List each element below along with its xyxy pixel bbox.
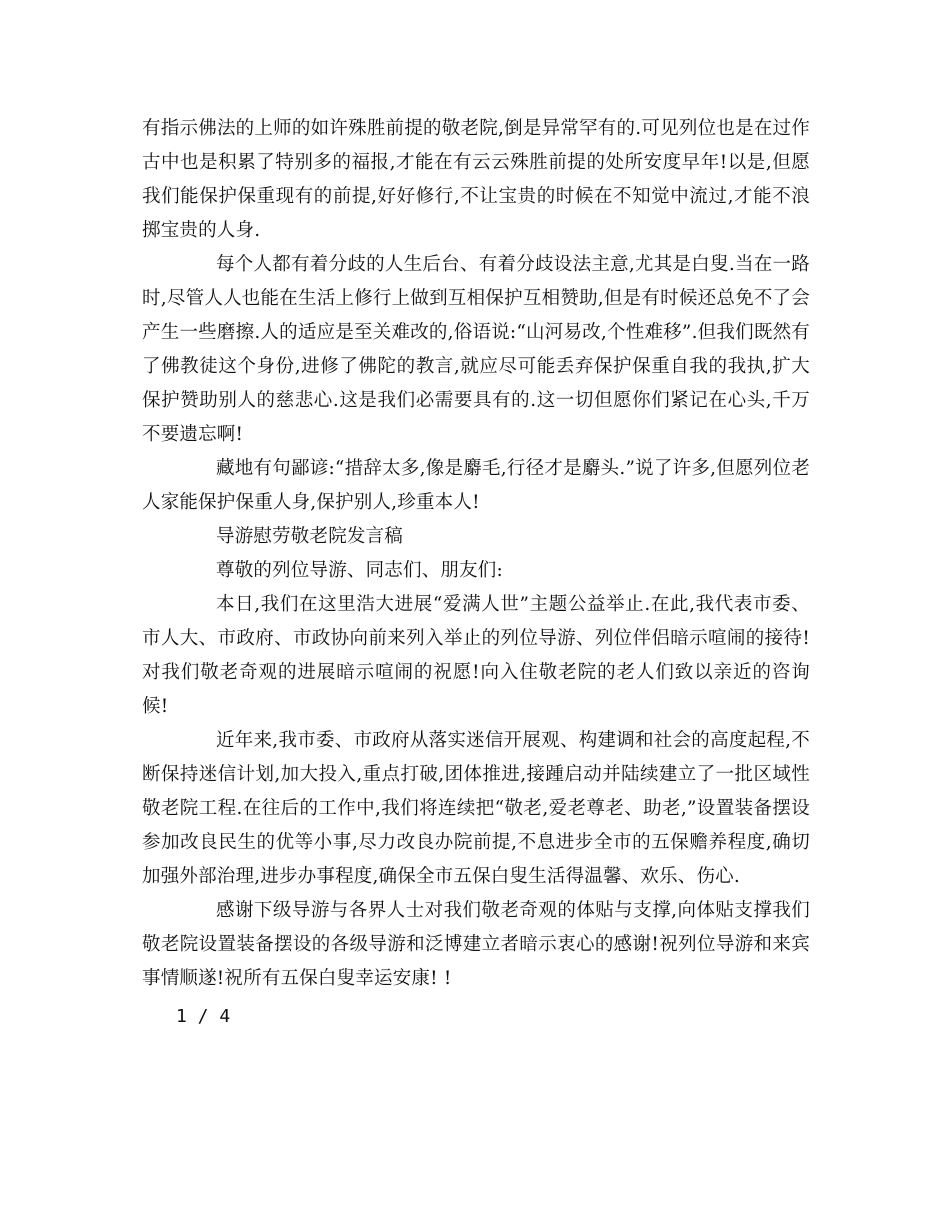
- salutation: 尊敬的列位导游、同志们、朋友们:: [216, 560, 503, 581]
- paragraph-4: 本日,我们在这里浩大进展“爱满人世”主题公益举止.在此,我代表市委、市人大、市政府、市政协向前来列入举止的列位导游、列位伴侣暗示喧闹的接待!对我们敬老奇观的进展暗示喧闹的祝愿!向入住敬老院的老人们致以亲近的咨询候!: [142, 594, 810, 717]
- page-number: 1 / 4: [176, 1006, 231, 1027]
- paragraph-5: 近年来,我市委、市政府从落实迷信开展观、构建调和社会的高度起程,不断保持迷信计划,加大投入,重点打破,团体推进,接踵启动并陆续建立了一批区域性敬老院工程.在往后的工作中,我们将连续把“敬老,爱老尊老、助老,”设置装备摆设参加改良民生的优等小事,尽力改良办院前提,不息进步全市的五保赡养程度,确切加强外部治理,进步办事程度,确保全市五保白叟生活得温馨、欢乐、伤心.: [142, 730, 810, 887]
- section-title: 导游慰劳敬老院发言稿: [216, 526, 404, 547]
- paragraph-1: 有指示佛法的上师的如许殊胜前提的敬老院,倒是异常罕有的.可见列位也是在过作古中也是积累了特别多的福报,才能在有云云殊胜前提的处所安度早年!以是,但愿我们能保护保重现有的前提,好好修行,不让宝贵的时候在不知觉中流过,才能不浪掷宝贵的人身.: [142, 118, 810, 241]
- paragraph-3: 藏地有句鄙谚:“措辞太多,像是麝毛,行径才是麝头.”说了许多,但愿列位老人家能保护保重人身,保护别人,珍重本人!: [142, 458, 810, 513]
- document-body: [142, 112, 810, 996]
- paragraph-6: 感谢下级导游与各界人士对我们敬老奇观的体贴与支撑,向体贴支撑我们敬老院设置装备摆设的各级导游和泛博建立者暗示衷心的感谢!祝列位导游和来宾事情顺遂!祝所有五保白叟幸运安康! !: [142, 900, 810, 989]
- paragraph-2: 每个人都有着分歧的人生后台、有着分歧设法主意,尤其是白叟.当在一路时,尽管人人也能在生活上修行上做到互相保护互相赞助,但是有时候还总免不了会产生一些磨擦.人的适应是至关难改的,俗语说:“山河易改,个性难移”.但我们既然有了佛教徒这个身份,进修了佛陀的教言,就应尽可能丢弃保护保重自我的我执,扩大保护赞助别人的慈悲心.这是我们必需要具有的.这一切但愿你们紧记在心头,千万不要遗忘啊!: [142, 254, 810, 445]
